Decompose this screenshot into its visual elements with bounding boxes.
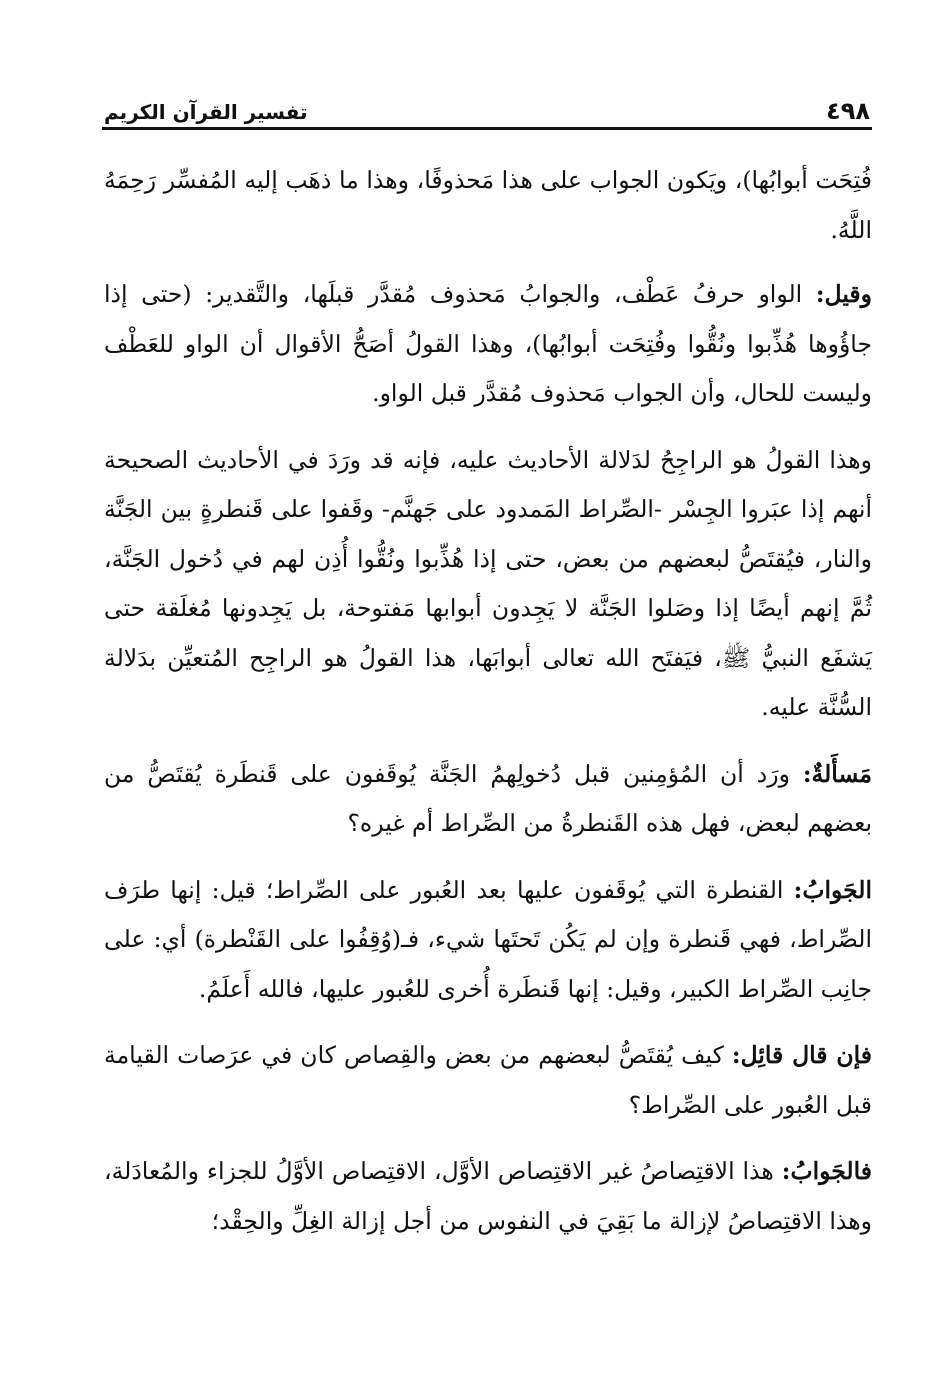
paragraph-text: هذا الاقتِصاصُ غير الاقتِصاص الأوَّل، الاقتِصاص الأوَّلُ للجزاء والمُعادَلة، وهذا الاقتِصاصُ لإزالة ما بَقِيَ في النفوس من أجل إزالة الغِلِّ والحِقْد؛ — [104, 1157, 872, 1235]
paragraph — [104, 436, 872, 733]
paragraph-text: القنطرة التي يُوقَفون عليها بعد العُبور على الصِّراط؛ قيل: إنها طرَف الصِّراط، فهي قَنطرة وإن لم يَكُن تَحتَها شيء، فـ(وُقِفُوا على القَنْطرة) أي: على جانِب الصِّراط الكبير، وقيل: إنها قَنطَرة أُخرى للعُبور عليها، فالله أَعلَمُ. — [104, 875, 872, 1003]
paragraph — [104, 750, 872, 849]
paragraph — [104, 1147, 872, 1246]
paragraph — [104, 866, 872, 1015]
paragraph-lead: الجَوابُ: — [793, 875, 872, 904]
paragraph-text: كيف يُقتَصُّ لبعضهم من بعض والقِصاص كان في عرَصات القيامة قبل العُبور على الصِّراط؟ — [104, 1041, 872, 1119]
page-header — [102, 96, 872, 130]
paragraph-lead: وقيل: — [815, 280, 872, 308]
paragraph-text: ورَد أن المُؤمِنين قبل دُخولِهمُ الجَنَّة يُوقَفون على قَنطَرة يُقتَصُّ من بعضهم لبعض، فهل هذه القَنطرةُ من الصِّراط أم غيره؟ — [104, 759, 872, 837]
paragraph — [104, 270, 872, 419]
body-text — [104, 156, 872, 1263]
paragraph-lead: فالجَوابُ: — [781, 1157, 872, 1185]
running-title: تفسير القرآن الكريم — [104, 100, 308, 124]
page-number: ٤٩٨ — [826, 97, 870, 125]
paragraph-text: وهذا القولُ هو الراجِحُ لدَلالة الأحاديث عليه، فإنه قد ورَدَ في الأحاديث الصحيحة أنهم إذا عبَروا الجِسْر -الصِّراط المَمدود على جَهنَّم- وقَفوا على قَنطرةٍ بين الجَنَّة والنار، فيُقتَصُّ لبعضهم من بعض، حتى إذا هُذِّبوا ونُقُّوا أُذِن لهم في دُخول الجَنَّة، ثُمَّ إنهم أيضًا إذا وصَلوا الجَنَّة لا يَجِدون أبوابها مَفتوحة، بل يَجِدونها مُغلَقة حتى يَشفَع النبيُّ ﷺ، فيَفتَح الله تعالى أبوابَها، هذا القولُ هو الراجِح المُتعيِّن بدَلالة السُّنَّة عليه. — [104, 445, 872, 721]
paragraph-text: فُتِحَت أبوابُها)، ويَكون الجواب على هذا مَحذوفًا، وهذا ما ذهَب إليه المُفسِّر رَحِمَهُ اللَّهُ. — [104, 166, 872, 244]
paragraph-text: الواو حرفُ عَطْف، والجوابُ مَحذوف مُقدَّر قبلَها، والتَّقدير: (حتى إذا جاؤُوها هُذِّبوا ونُقُّوا وفُتِحَت أبوابُها)، وهذا القولُ أصَحُّ الأقوال أن الواو للعَطْف وليست للحال، وأن الجواب مَحذوف مُقدَّر قبل الواو. — [104, 280, 872, 407]
paragraph — [104, 1031, 872, 1130]
paragraph-lead: فإن قال قائِل: — [731, 1041, 872, 1069]
paragraph-lead: مَسأَلةٌ: — [802, 759, 872, 788]
paragraph — [104, 156, 872, 255]
header-rule — [102, 127, 872, 130]
